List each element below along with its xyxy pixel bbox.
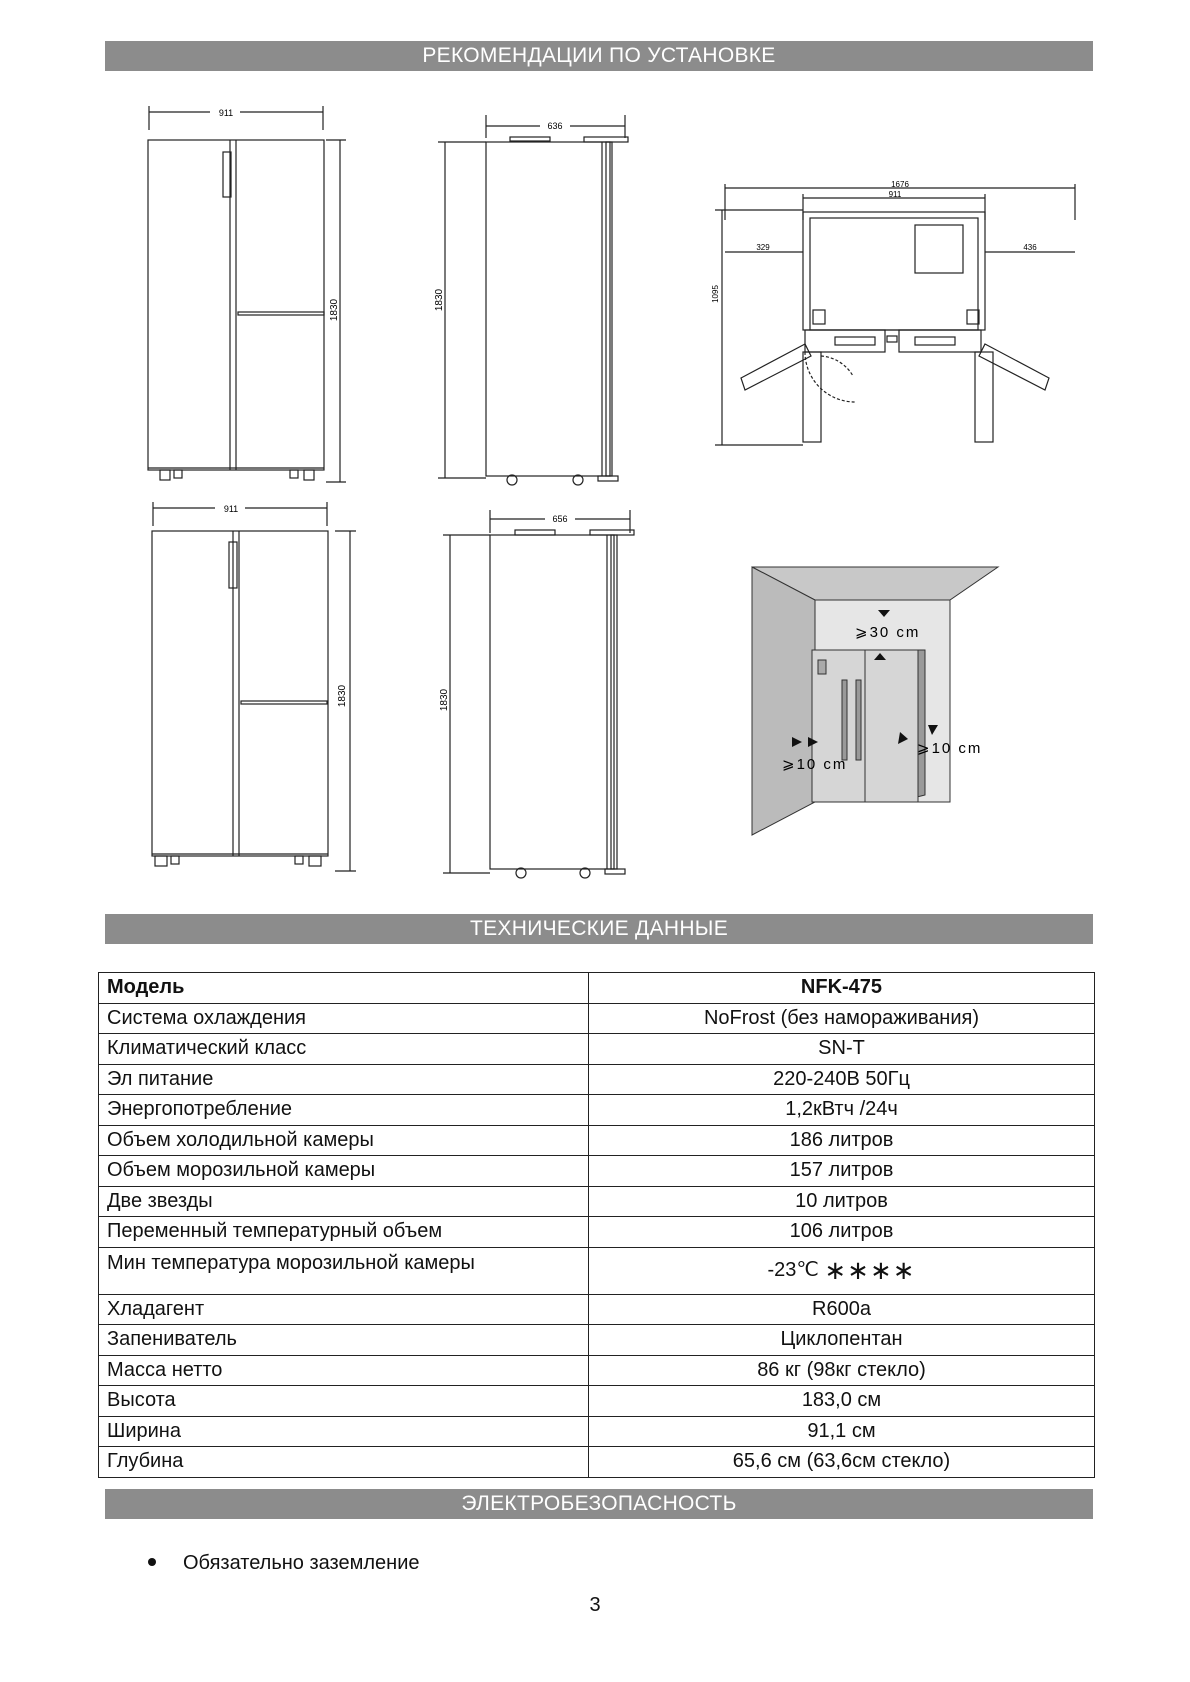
table-cell-label: Мин температура морозильной камеры <box>99 1247 589 1294</box>
dim-height-side-1: 1830 <box>434 288 445 312</box>
table-row <box>99 1386 1095 1417</box>
table-cell-label: Объем морозильной камеры <box>99 1156 589 1187</box>
safety-list-item <box>148 1552 419 1575</box>
table-row <box>99 1064 1095 1095</box>
table-cell-label: Запениватель <box>99 1325 589 1356</box>
clearance-illustration <box>750 565 1000 840</box>
table-cell-value: NoFrost (без намораживания) <box>589 1003 1095 1034</box>
side-view-drawing-2 <box>435 505 635 880</box>
table-row <box>99 1095 1095 1126</box>
section-title-tech: ТЕХНИЧЕСКИЕ ДАННЫЕ <box>105 914 1093 944</box>
table-cell-value: Циклопентан <box>589 1325 1095 1356</box>
table-cell-label: Модель <box>99 973 589 1004</box>
table-row <box>99 1294 1095 1325</box>
bullet-icon <box>148 1558 156 1566</box>
safety-item-text: Обязательно заземление <box>183 1552 420 1574</box>
table-cell-label: Система охлаждения <box>99 1003 589 1034</box>
section-title-safety: ЭЛЕКТРОБЕЗОПАСНОСТЬ <box>105 1489 1093 1519</box>
table-row <box>99 1355 1095 1386</box>
dim-right-top: 436 <box>1023 243 1037 252</box>
dim-height-front-1: 1830 <box>329 298 340 322</box>
clearance-left-label: ⩾10 cm <box>782 756 848 773</box>
dim-depth-side-2: 656 <box>552 514 568 524</box>
table-cell-value: 91,1 см <box>589 1416 1095 1447</box>
table-row <box>99 1125 1095 1156</box>
table-header-row <box>99 973 1095 1004</box>
table-cell-value <box>589 1247 1095 1294</box>
dim-depth-top: 1095 <box>711 285 720 303</box>
dim-height-side-2: 1830 <box>439 688 450 712</box>
table-cell-value: R600a <box>589 1294 1095 1325</box>
table-row <box>99 1003 1095 1034</box>
table-cell-label: Хладагент <box>99 1294 589 1325</box>
front-view-drawing-1 <box>140 100 360 490</box>
table-cell-value: 183,0 см <box>589 1386 1095 1417</box>
table-cell-value: 86 кг (98кг стекло) <box>589 1355 1095 1386</box>
table-cell-value: 220-240В 50Гц <box>589 1064 1095 1095</box>
table-row <box>99 1447 1095 1478</box>
table-row <box>99 1156 1095 1187</box>
table-cell-value: 65,6 см (63,6см стекло) <box>589 1447 1095 1478</box>
page-number: 3 <box>589 1594 601 1616</box>
table-cell-value: 1,2кВтч /24ч <box>589 1095 1095 1126</box>
table-row <box>99 1416 1095 1447</box>
table-cell-label: Масса нетто <box>99 1355 589 1386</box>
clearance-top-label: ⩾30 cm <box>855 624 921 641</box>
top-view-drawing <box>705 180 1080 450</box>
clearance-right-label: ⩾10 cm <box>917 740 983 757</box>
side-view-drawing-1 <box>430 110 630 490</box>
table-row <box>99 1034 1095 1065</box>
front-view-drawing-2 <box>145 496 365 881</box>
table-row <box>99 1217 1095 1248</box>
table-row <box>99 1186 1095 1217</box>
table-cell-label: Эл питание <box>99 1064 589 1095</box>
table-cell-label: Климатический класс <box>99 1034 589 1065</box>
table-cell-value: 10 литров <box>589 1186 1095 1217</box>
min-temp-value: -23℃ <box>767 1259 819 1281</box>
dim-height-front-2: 1830 <box>337 684 348 708</box>
table-cell-value: NFK-475 <box>589 973 1095 1004</box>
freezer-stars: ∗∗∗∗ <box>824 1255 916 1285</box>
table-cell-label: Переменный температурный объем <box>99 1217 589 1248</box>
table-cell-label: Глубина <box>99 1447 589 1478</box>
dim-width-top: 911 <box>888 190 902 199</box>
table-cell-label: Две звезды <box>99 1186 589 1217</box>
table-row <box>99 1325 1095 1356</box>
dim-width-front-2: 911 <box>223 504 239 514</box>
section-title-installation: РЕКОМЕНДАЦИИ ПО УСТАНОВКЕ <box>105 41 1093 71</box>
dim-width-front-1: 911 <box>218 108 234 118</box>
table-cell-value: SN-T <box>589 1034 1095 1065</box>
table-cell-label: Энергопотребление <box>99 1095 589 1126</box>
dim-depth-side-1: 636 <box>547 121 563 131</box>
table-cell-label: Объем холодильной камеры <box>99 1125 589 1156</box>
table-cell-value: 157 литров <box>589 1156 1095 1187</box>
table-cell-label: Высота <box>99 1386 589 1417</box>
table-cell-label: Ширина <box>99 1416 589 1447</box>
specs-table <box>98 972 1095 1478</box>
table-cell-value: 186 литров <box>589 1125 1095 1156</box>
table-cell-value: 106 литров <box>589 1217 1095 1248</box>
dim-total-top: 1676 <box>891 180 909 189</box>
dim-left-top: 329 <box>756 243 770 252</box>
table-row <box>99 1247 1095 1294</box>
